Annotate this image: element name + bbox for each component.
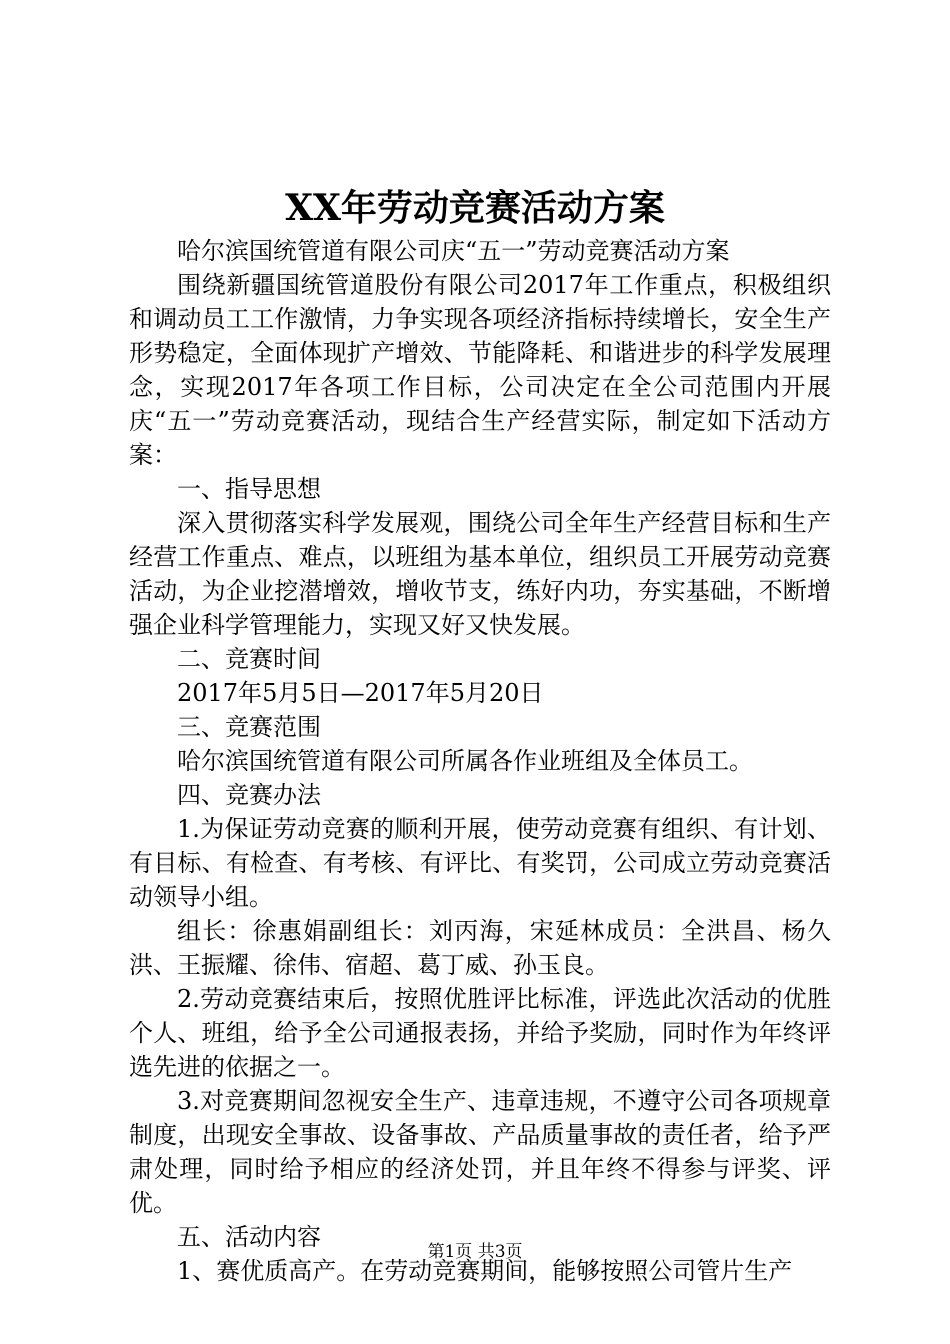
paragraph-subtitle: 哈尔滨国统管道有限公司庆“五一”劳动竞赛活动方案 xyxy=(177,237,730,265)
section-heading-competition-scope: 三、竞赛范围 xyxy=(177,713,321,741)
section-heading-competition-method: 四、竞赛办法 xyxy=(177,781,321,809)
paragraph-method-1: 1.为保证劳动竞赛的顺利开展，使劳动竞赛有组织、有计划、有目标、有检查、有考核、有评比、有奖罚，公司成立劳动竞赛活动领导小组。 xyxy=(129,815,831,911)
section-heading-activity-content: 五、活动内容 xyxy=(177,1223,321,1251)
document-title: XX年劳动竞赛活动方案 xyxy=(285,187,665,229)
paragraph-competition-time: 2017年5月5日—2017年5月20日 xyxy=(177,679,544,707)
section-heading-competition-time: 二、竞赛时间 xyxy=(177,645,321,673)
section-heading-guiding-ideology: 一、指导思想 xyxy=(177,475,321,503)
paragraph-method-3: 3.对竞赛期间忽视安全生产、违章违规，不遵守公司各项规章制度，出现安全事故、设备事故、产品质量事故的责任者，给予严肃处理，同时给予相应的经济处罚，并且年终不得参与评奖、评优。 xyxy=(129,1087,831,1217)
paragraph-intro: 围绕新疆国统管道股份有限公司2017年工作重点，积极组织和调动员工工作激情，力争实现各项经济指标持续增长，安全生产形势稳定，全面体现扩产增效、节能降耗、和谐进步的科学发展理念，实现2017年各项工作目标，公司决定在全公司范围内开展庆“五一”劳动竞赛活动，现结合生产经营实际，制定如下活动方案： xyxy=(129,271,831,469)
paragraph-activity-1: 1、赛优质高产。在劳动竞赛期间，能够按照公司管片生产 xyxy=(177,1257,793,1285)
document-body xyxy=(129,234,831,1288)
paragraph-method-2: 2.劳动竞赛结束后，按照优胜评比标准，评选此次活动的优胜个人、班组，给予全公司通报表扬，并给予奖励，同时作为年终评选先进的依据之一。 xyxy=(129,985,831,1081)
paragraph-competition-scope: 哈尔滨国统管道有限公司所属各作业班组及全体员工。 xyxy=(177,747,753,775)
paragraph-leadership-group: 组长：徐惠娟副组长：刘丙海，宋延林成员：全洪昌、杨久洪、王振耀、徐伟、宿超、葛丁威、孙玉良。 xyxy=(129,917,831,979)
page-footer: 第1页 共3页 xyxy=(427,1242,523,1262)
paragraph-guiding-ideology: 深入贯彻落实科学发展观，围绕公司全年生产经营目标和生产经营工作重点、难点，以班组为基本单位，组织员工开展劳动竞赛活动，为企业挖潜增效，增收节支，练好内功，夯实基础，不断增强企业科学管理能力，实现又好又快发展。 xyxy=(129,509,831,639)
